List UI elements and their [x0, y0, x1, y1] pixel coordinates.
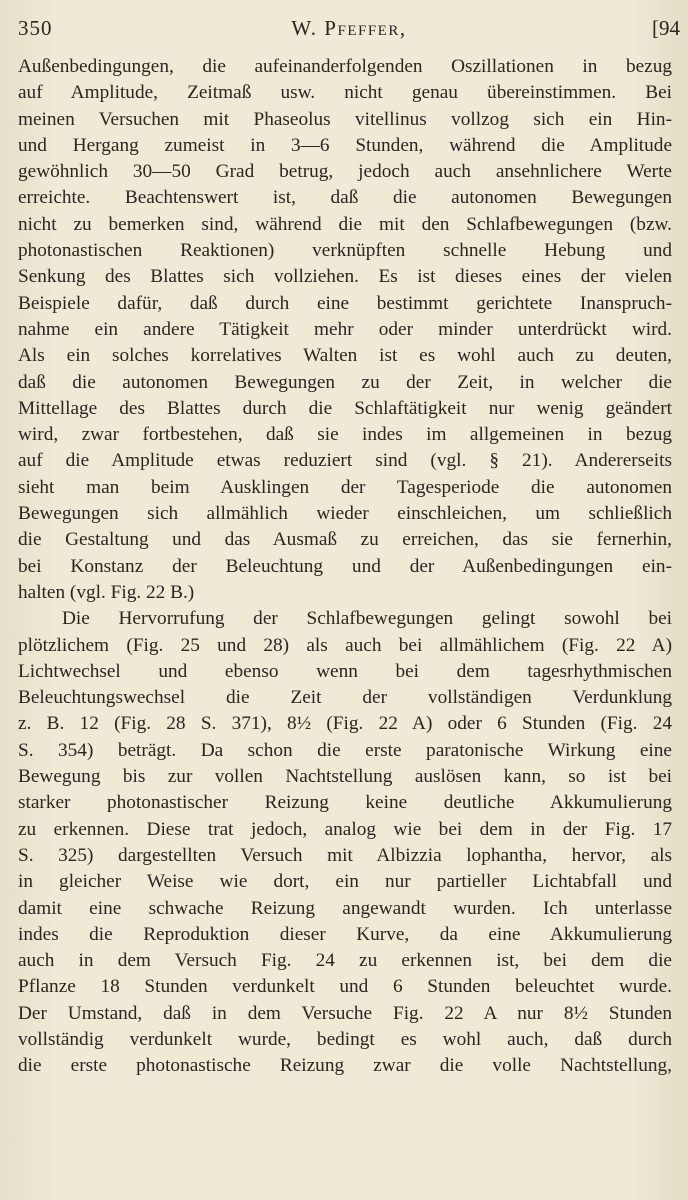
text-line: Senkung des Blattes sich vollziehen. Es ist dieses eines der vielen — [18, 266, 672, 288]
text-line: wird, zwar fortbestehen, daß sie indes im allgemeinen in bezug — [18, 424, 672, 446]
text-line: Bewegung bis zur vollen Nachtstellung auslösen kann, so ist bei — [18, 766, 672, 788]
text-line: Bewegungen sich allmählich wieder einschleichen, um schließlich — [18, 503, 672, 525]
text-line: auf Amplitude, Zeitmaß usw. nicht genau übereinstimmen. Bei — [18, 82, 672, 104]
text-line: gewöhnlich 30—50 Grad betrug, jedoch auch ansehnlichere Werte — [18, 161, 672, 183]
text-line: S. 325) dargestellten Versuch mit Albizzia lophantha, hervor, als — [18, 844, 672, 866]
text-line: die erste photonastische Reizung zwar die volle Nachtstellung, — [18, 1055, 672, 1077]
paragraph — [18, 606, 672, 1079]
text-line: z. B. 12 (Fig. 28 S. 371), 8½ (Fig. 22 A) oder 6 Stunden (Fig. 24 — [18, 713, 672, 735]
text-line: erreichte. Beachtenswert ist, daß die autonomen Bewegungen — [18, 187, 672, 209]
text-line: nicht zu bemerken sind, während die mit den Schlafbewegungen (bzw. — [18, 213, 672, 235]
text-line: Der Umstand, daß in dem Versuche Fig. 22 A nur 8½ Stunden — [18, 1002, 672, 1024]
text-line: plötzlichem (Fig. 25 und 28) als auch bei allmählichem (Fig. 22 A) — [18, 634, 672, 656]
text-line: Lichtwechsel und ebenso wenn bei dem tagesrhythmischen — [18, 660, 672, 682]
section-reference: [94 — [652, 16, 680, 40]
text-line: Außenbedingungen, die aufeinanderfolgenden Oszillationen in bezug — [18, 56, 672, 77]
page-number: 350 — [18, 16, 53, 40]
text-line: und Hergang zumeist in 3—6 Stunden, während die Amplitude — [18, 134, 672, 156]
text-line: sieht man beim Ausklingen der Tagesperiode die autonomen — [18, 476, 672, 498]
text-line: starker photonastischer Reizung keine deutliche Akkumulierung — [18, 792, 672, 814]
text-line: Die Hervorrufung der Schlafbewegungen gelingt sowohl bei — [62, 608, 672, 630]
text-line: Pflanze 18 Stunden verdunkelt und 6 Stunden beleuchtet wurde. — [18, 976, 672, 998]
text-line: in gleicher Weise wie dort, ein nur partieller Lichtabfall und — [18, 871, 672, 893]
text-line: Mittellage des Blattes durch die Schlaftätigkeit nur wenig geändert — [18, 397, 672, 419]
text-line: Als ein solches korrelatives Walten ist es wohl auch zu deuten, — [18, 345, 672, 367]
text-line: daß die autonomen Bewegungen zu der Zeit, in welcher die — [18, 371, 672, 393]
text-line: auch in dem Versuch Fig. 24 zu erkennen ist, bei dem die — [18, 950, 672, 972]
text-line: photonastischen Reaktionen) verknüpften schnelle Hebung und — [18, 240, 672, 262]
text-line: die Gestaltung und das Ausmaß zu erreichen, das sie fernerhin, — [18, 529, 672, 551]
text-line: S. 354) beträgt. Da schon die erste paratonische Wirkung eine — [18, 739, 672, 761]
text-line: damit eine schwache Reizung angewandt wurden. Ich unterlasse — [18, 897, 672, 919]
body-text — [18, 54, 672, 1080]
running-head: W. Pfeffer, — [291, 16, 407, 40]
text-line: auf die Amplitude etwas reduziert sind (vgl. § 21). Andererseits — [18, 450, 672, 472]
text-line: zu erkennen. Diese trat jedoch, analog wie bei dem in der Fig. 17 — [18, 818, 672, 840]
text-line: Beleuchtungswechsel die Zeit der vollständigen Verdunklung — [18, 687, 672, 709]
text-line: bei Konstanz der Beleuchtung und der Außenbedingungen ein- — [18, 555, 672, 577]
text-line: meinen Versuchen mit Phaseolus vitellinus vollzog sich ein Hin- — [18, 108, 672, 130]
text-line: nahme ein andere Tätigkeit mehr oder minder unterdrückt wird. — [18, 318, 672, 340]
text-line: indes die Reproduktion dieser Kurve, da eine Akkumulierung — [18, 923, 672, 945]
paragraph — [18, 54, 672, 606]
text-line: vollständig verdunkelt wurde, bedingt es wohl auch, daß durch — [18, 1028, 672, 1050]
text-line: halten (vgl. Fig. 22 B.) — [18, 581, 195, 603]
page-header — [18, 14, 680, 48]
text-line: Beispiele dafür, daß durch eine bestimmt gerichtete Inanspruch- — [18, 292, 672, 314]
